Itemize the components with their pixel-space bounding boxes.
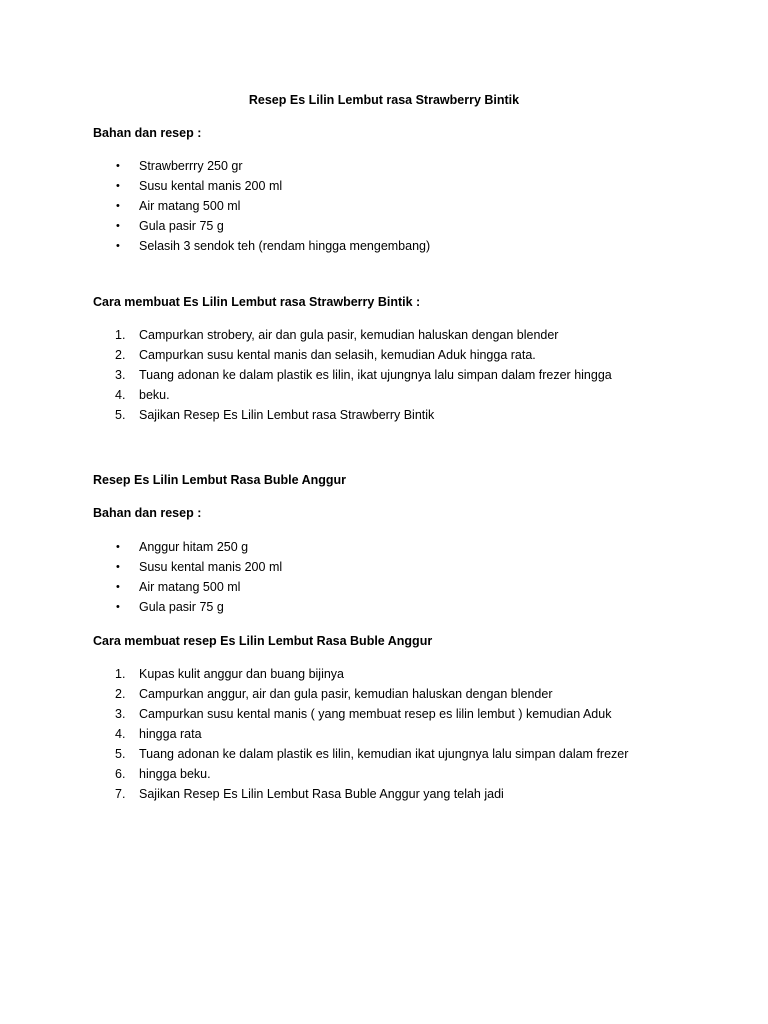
- step-number: 4.: [115, 727, 126, 741]
- recipe1-ingredients-heading: Bahan dan resep :: [93, 126, 202, 140]
- bullet-marker: •: [116, 180, 120, 192]
- step-text: Tuang adonan ke dalam plastik es lilin, kemudian ikat ujungnya lalu simpan dalam frezer: [139, 747, 629, 761]
- step-number: 7.: [115, 787, 126, 801]
- step-text: Campurkan susu kental manis dan selasih, kemudian Aduk hingga rata.: [139, 348, 536, 362]
- bullet-marker: •: [116, 601, 120, 613]
- recipe2-title: Resep Es Lilin Lembut Rasa Buble Anggur: [93, 473, 347, 487]
- bullet-marker: •: [116, 200, 120, 212]
- ingredient-text: Air matang 500 ml: [139, 199, 241, 213]
- step-text: Sajikan Resep Es Lilin Lembut rasa Strawberry Bintik: [139, 408, 435, 422]
- step-number: 1.: [115, 328, 126, 342]
- bullet-marker: •: [116, 220, 120, 232]
- step-text: Kupas kulit anggur dan buang bijinya: [139, 667, 345, 681]
- step-text: Campurkan susu kental manis ( yang membuat resep es lilin lembut ) kemudian Aduk: [139, 707, 612, 721]
- step-text: Sajikan Resep Es Lilin Lembut Rasa Buble Anggur yang telah jadi: [139, 787, 504, 801]
- step-number: 2.: [115, 687, 126, 701]
- step-text: beku.: [139, 388, 170, 402]
- ingredient-text: Susu kental manis 200 ml: [139, 560, 283, 574]
- step-text: Tuang adonan ke dalam plastik es lilin, ikat ujungnya lalu simpan dalam frezer hingga: [139, 368, 612, 382]
- step-number: 2.: [115, 348, 126, 362]
- step-number: 3.: [115, 707, 126, 721]
- ingredient-text: Strawberrry 250 gr: [139, 159, 243, 173]
- recipe2-steps-heading: Cara membuat resep Es Lilin Lembut Rasa Buble Anggur: [93, 634, 433, 648]
- recipe1-steps-heading: Cara membuat Es Lilin Lembut rasa Strawberry Bintik :: [93, 295, 421, 309]
- ingredient-text: Anggur hitam 250 g: [139, 540, 249, 554]
- step-text: hingga beku.: [139, 767, 211, 781]
- step-number: 5.: [115, 747, 126, 761]
- document-title: Resep Es Lilin Lembut rasa Strawberry Bintik: [248, 93, 520, 107]
- recipe2-ingredients-heading: Bahan dan resep :: [93, 506, 202, 520]
- ingredient-text: Selasih 3 sendok teh (rendam hingga mengembang): [139, 239, 431, 253]
- step-text: Campurkan strobery, air dan gula pasir, kemudian haluskan dengan blender: [139, 328, 559, 342]
- bullet-marker: •: [116, 561, 120, 573]
- ingredient-text: Gula pasir 75 g: [139, 600, 224, 614]
- step-number: 5.: [115, 408, 126, 422]
- step-text: Campurkan anggur, air dan gula pasir, kemudian haluskan dengan blender: [139, 687, 553, 701]
- step-number: 3.: [115, 368, 126, 382]
- bullet-marker: •: [116, 581, 120, 593]
- bullet-marker: •: [116, 240, 120, 252]
- ingredient-text: Air matang 500 ml: [139, 580, 241, 594]
- step-text: hingga rata: [139, 727, 202, 741]
- ingredient-text: Gula pasir 75 g: [139, 219, 224, 233]
- bullet-marker: •: [116, 541, 120, 553]
- ingredient-text: Susu kental manis 200 ml: [139, 179, 283, 193]
- step-number: 1.: [115, 667, 126, 681]
- bullet-marker: •: [116, 160, 120, 172]
- step-number: 6.: [115, 767, 126, 781]
- step-number: 4.: [115, 388, 126, 402]
